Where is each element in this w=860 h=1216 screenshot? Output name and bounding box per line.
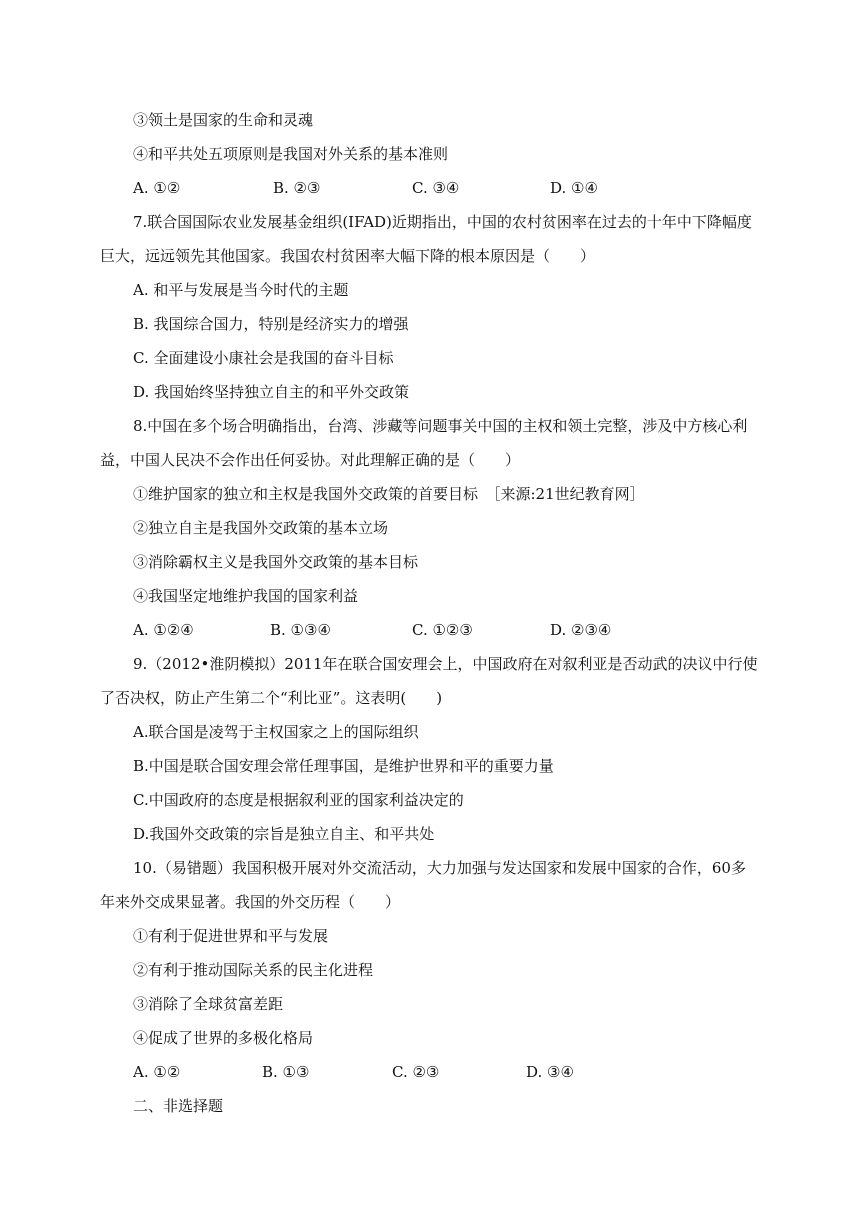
q8-statement-3: ③消除霸权主义是我国外交政策的基本目标 <box>133 553 419 571</box>
q10-option-d: D. ③④ <box>526 1063 574 1081</box>
q9-option-d: D.我国外交政策的宗旨是独立自主、和平共处 <box>133 825 435 843</box>
q9-option-a: A.联合国是凌驾于主权国家之上的国际组织 <box>133 723 419 741</box>
statement-3: ③领土是国家的生命和灵魂 <box>133 111 314 129</box>
q7-stem-line1: 7.联合国国际农业发展基金组织(IFAD)近期指出，中国的农村贫困率在过去的十年中下降幅度 <box>133 213 752 231</box>
q6-option-c: C. ③④ <box>412 179 460 197</box>
q8-option-c: C. ①②③ <box>412 621 473 639</box>
q8-statement-1: ①维护国家的独立和主权是我国外交政策的首要目标 ［来源:21世纪教育网］ <box>133 485 645 503</box>
q9-option-b: B.中国是联合国安理会常任理事国，是维护世界和平的重要力量 <box>133 757 554 775</box>
q10-option-a: A. ①② <box>133 1063 181 1081</box>
q6-option-d: D. ①④ <box>550 179 598 197</box>
q9-stem-line1: 9.（2012•淮阴模拟）2011年在联合国安理会上，中国政府在对叙利亚是否动武的决议中行使 <box>133 655 758 673</box>
q10-option-c: C. ②③ <box>392 1063 440 1081</box>
q8-option-d: D. ②③④ <box>550 621 612 639</box>
q6-option-a: A. ①② <box>133 179 181 197</box>
statement-4: ④和平共处五项原则是我国对外关系的基本准则 <box>133 145 449 163</box>
q6-option-b: B. ②③ <box>273 179 321 197</box>
q7-option-a: A. 和平与发展是当今时代的主题 <box>133 281 349 299</box>
q8-stem-line2: 益，中国人民决不会作出任何妥协。对此理解正确的是（ ） <box>100 451 521 469</box>
q8-option-a: A. ①②④ <box>133 621 194 639</box>
q8-statement-2: ②独立自主是我国外交政策的基本立场 <box>133 519 389 537</box>
q8-option-b: B. ①③④ <box>270 621 331 639</box>
q8-stem-line1: 8.中国在多个场合明确指出，台湾、涉藏等问题事关中国的主权和领土完整，涉及中方核心利 <box>133 417 748 435</box>
section-heading-non-choice: 二、非选择题 <box>133 1097 224 1115</box>
q7-option-d: D. 我国始终坚持独立自主的和平外交政策 <box>133 383 410 401</box>
q7-stem-line2: 巨大，远远领先其他国家。我国农村贫困率大幅下降的根本原因是（ ） <box>100 247 596 265</box>
q7-option-c: C. 全面建设小康社会是我国的奋斗目标 <box>133 349 394 367</box>
q7-option-b: B. 我国综合国力，特别是经济实力的增强 <box>133 315 409 333</box>
q10-option-b: B. ①③ <box>262 1063 310 1081</box>
q10-statement-2: ②有利于推动国际关系的民主化进程 <box>133 961 374 979</box>
q10-statement-3: ③消除了全球贫富差距 <box>133 995 284 1013</box>
q10-statement-1: ①有利于促进世界和平与发展 <box>133 927 329 945</box>
q10-stem-line2: 年来外交成果显著。我国的外交历程（ ） <box>100 893 401 911</box>
q10-statement-4: ④促成了世界的多极化格局 <box>133 1029 314 1047</box>
q10-stem-line1: 10.（易错题）我国积极开展对外交流活动，大力加强与发达国家和发展中国家的合作，60多 <box>133 859 746 877</box>
q9-option-c: C.中国政府的态度是根据叙利亚的国家利益决定的 <box>133 791 464 809</box>
q8-statement-4: ④我国坚定地维护我国的国家利益 <box>133 587 359 605</box>
q9-stem-line2: 了否决权，防止产生第二个“利比亚”。这表明( ) <box>100 689 443 707</box>
